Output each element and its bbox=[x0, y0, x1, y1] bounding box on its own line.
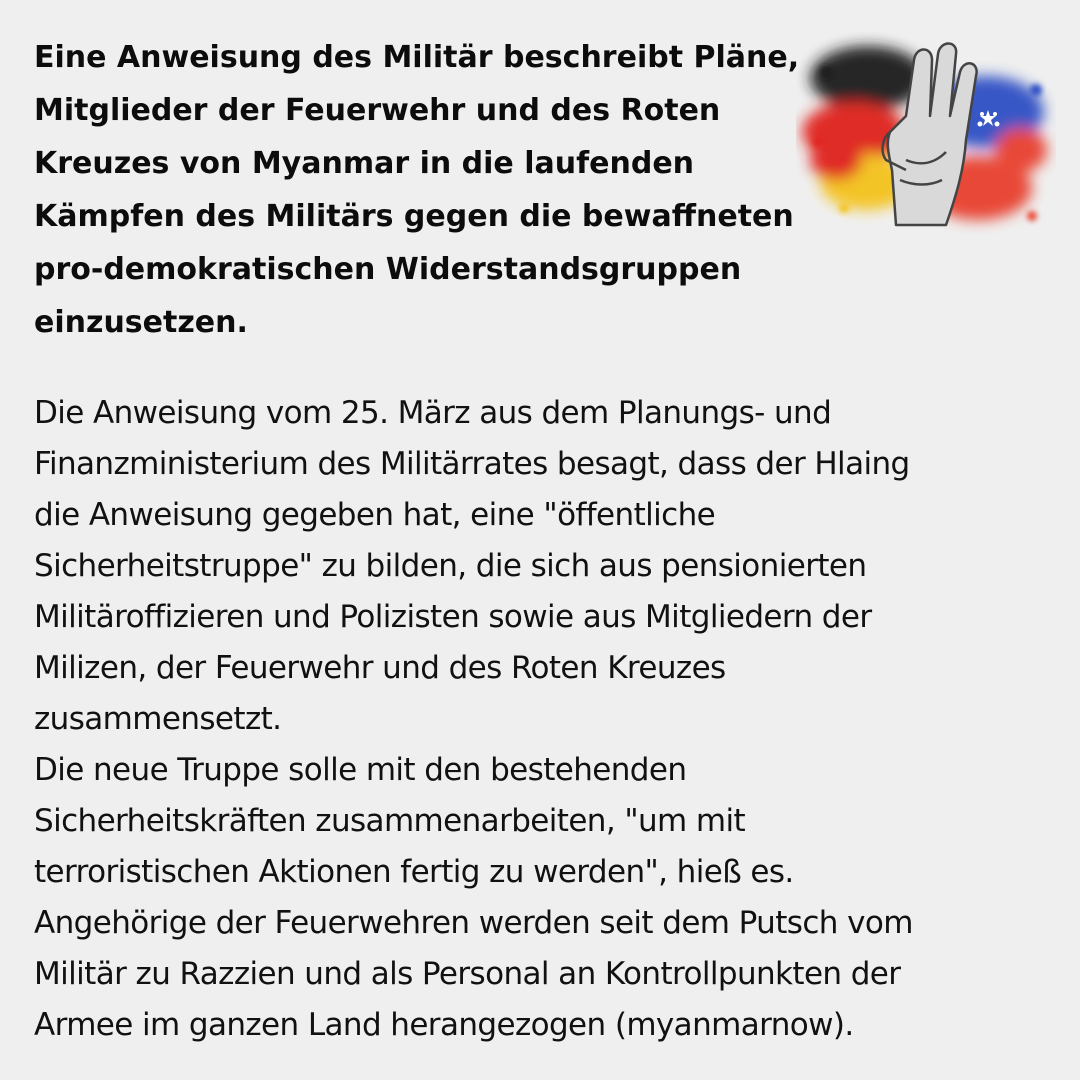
body-text: Die Anweisung vom 25. März aus dem Planungs- und Finanzministerium des Militärrates besagt, dass der Hlaing die Anweisung gegeben hat, eine "öffentliche Sicherheitstruppe" zu bilden, die sich aus pensionierten Militäroffizieren und Polizisten sowie aus Mitgliedern der Milizen, der Feuerwehr und des Roten Kreuzes zusammensetzt. Die neue Truppe solle mit den bestehenden Sicherheitskräften zusammenarbeiten, "um mit terroristischen Aktionen fertig zu werden", hieß es. Angehörige der Feuerwehren werden seit dem Putsch vom Militär zu Razzien und als Personal an Kontrollpunkten der Armee im ganzen Land herangezogen (myanmarnow). bbox=[34, 395, 913, 1043]
headline: Eine Anweisung des Militär beschreibt Pläne, Mitglieder der Feuerwehr und des Roten Kreuzes von Myanmar in die laufenden Kämpfen des Militärs gegen die bewaffneten pro-demokratischen Widerstandsgruppen einzusetzen. bbox=[34, 40, 800, 340]
